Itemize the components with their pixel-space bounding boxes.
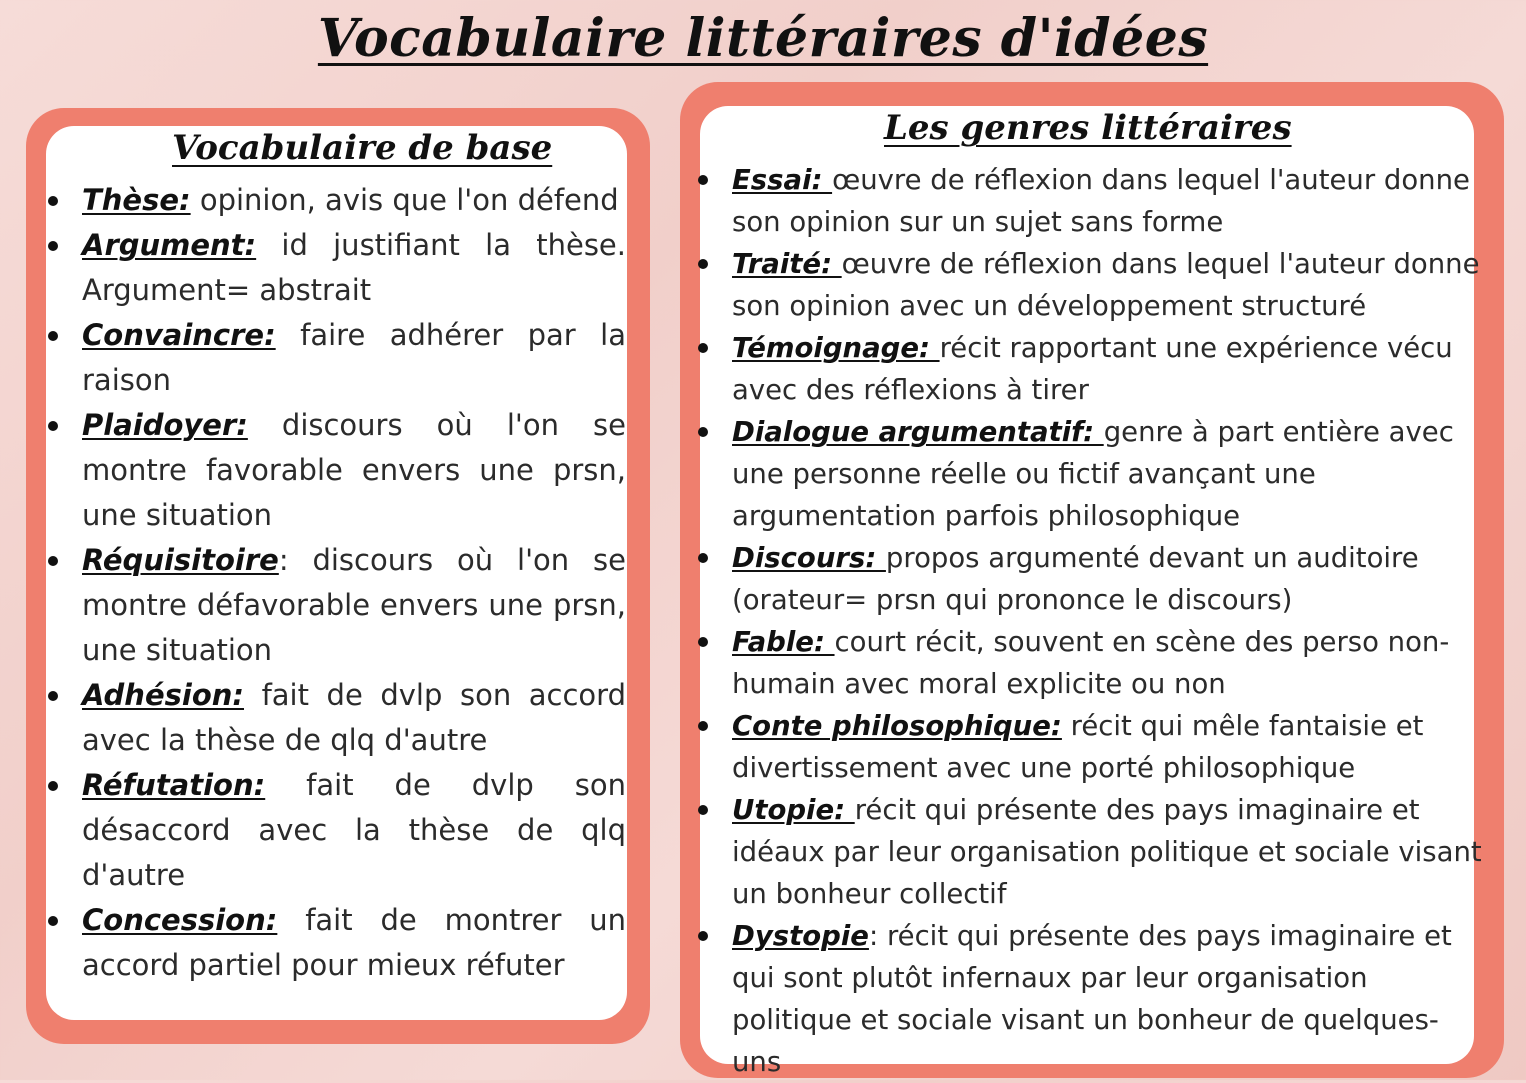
definition: récit qui présente des pays imaginaire et idéaux par leur organisation politique et sociale visant un bonheur collectif (732, 794, 1482, 910)
genres-card-title: Les genres littéraires (884, 108, 1292, 148)
list-item (698, 159, 1488, 243)
list-item (698, 789, 1488, 915)
definition: : récit qui présente des pays imaginaire et qui sont plutôt infernaux par leur organisation politique et sociale visant un bonheur de quelques-uns (732, 920, 1452, 1078)
term: Utopie: (732, 794, 855, 826)
term: Plaidoyer: (82, 408, 248, 442)
list-item (698, 411, 1488, 537)
term: Essai: (732, 164, 833, 196)
definition: id justifiant la thèse. Argument= abstrait (82, 228, 626, 307)
definition: œuvre de réflexion dans lequel l'auteur donne son opinion sur un sujet sans forme (732, 164, 1470, 238)
definition: œuvre de réflexion dans lequel l'auteur donne son opinion avec un développement structuré (732, 248, 1480, 322)
list-item (698, 705, 1488, 789)
list-item (48, 898, 626, 988)
definition: fait de dvlp son accord avec la thèse de qlq d'autre (82, 678, 626, 757)
term: Traité: (732, 248, 842, 280)
term: Thèse: (82, 183, 191, 217)
page-title: Vocabulaire littéraires d'idées (317, 8, 1209, 69)
term: Discours: (732, 542, 886, 574)
definition: récit rapportant une expérience vécu avec des réflexions à tirer (732, 332, 1453, 406)
definition: genre à part entière avec une personne réelle ou fictif avançant une argumentation parfois philosophique (732, 416, 1454, 532)
list-item (48, 673, 626, 763)
list-item (48, 403, 626, 538)
term: Réquisitoire (82, 543, 279, 577)
term: Dystopie (732, 920, 869, 952)
vocabulary-card-title: Vocabulaire de base (172, 128, 553, 168)
vocabulary-list (48, 178, 626, 988)
list-item (48, 313, 626, 403)
definition: : discours où l'on se montre défavorable envers une prsn, une situation (82, 543, 626, 667)
list-item (48, 763, 626, 898)
definition: faire adhérer par la raison (82, 318, 626, 397)
definition: discours où l'on se montre favorable envers une prsn, une situation (82, 408, 626, 532)
term: Dialogue argumentatif: (732, 416, 1104, 448)
definition: propos argumenté devant un auditoire (orateur= prsn qui prononce le discours) (732, 542, 1419, 616)
list-item (698, 915, 1488, 1083)
definition: fait de dvlp son désaccord avec la thèse de qlq d'autre (82, 768, 626, 892)
genres-list (698, 159, 1488, 1083)
term: Témoignage: (732, 332, 940, 364)
definition: opinion, avis que l'on défend (190, 183, 619, 217)
term: Adhésion: (82, 678, 244, 712)
term: Concession: (82, 903, 278, 937)
list-item (48, 178, 626, 223)
term: Conte philosophique: (732, 710, 1062, 742)
list-item (48, 538, 626, 673)
list-item (698, 621, 1488, 705)
list-item (698, 327, 1488, 411)
term: Fable: (732, 626, 835, 658)
term: Convaincre: (82, 318, 276, 352)
definition: court récit, souvent en scène des perso non-humain avec moral explicite ou non (732, 626, 1450, 700)
definition: récit qui mêle fantaisie et divertissement avec une porté philosophique (732, 710, 1424, 784)
term: Réfutation: (82, 768, 266, 802)
definition: fait de montrer un accord partiel pour mieux réfuter (82, 903, 626, 982)
list-item (48, 223, 626, 313)
term: Argument: (82, 228, 257, 262)
list-item (698, 243, 1488, 327)
list-item (698, 537, 1488, 621)
